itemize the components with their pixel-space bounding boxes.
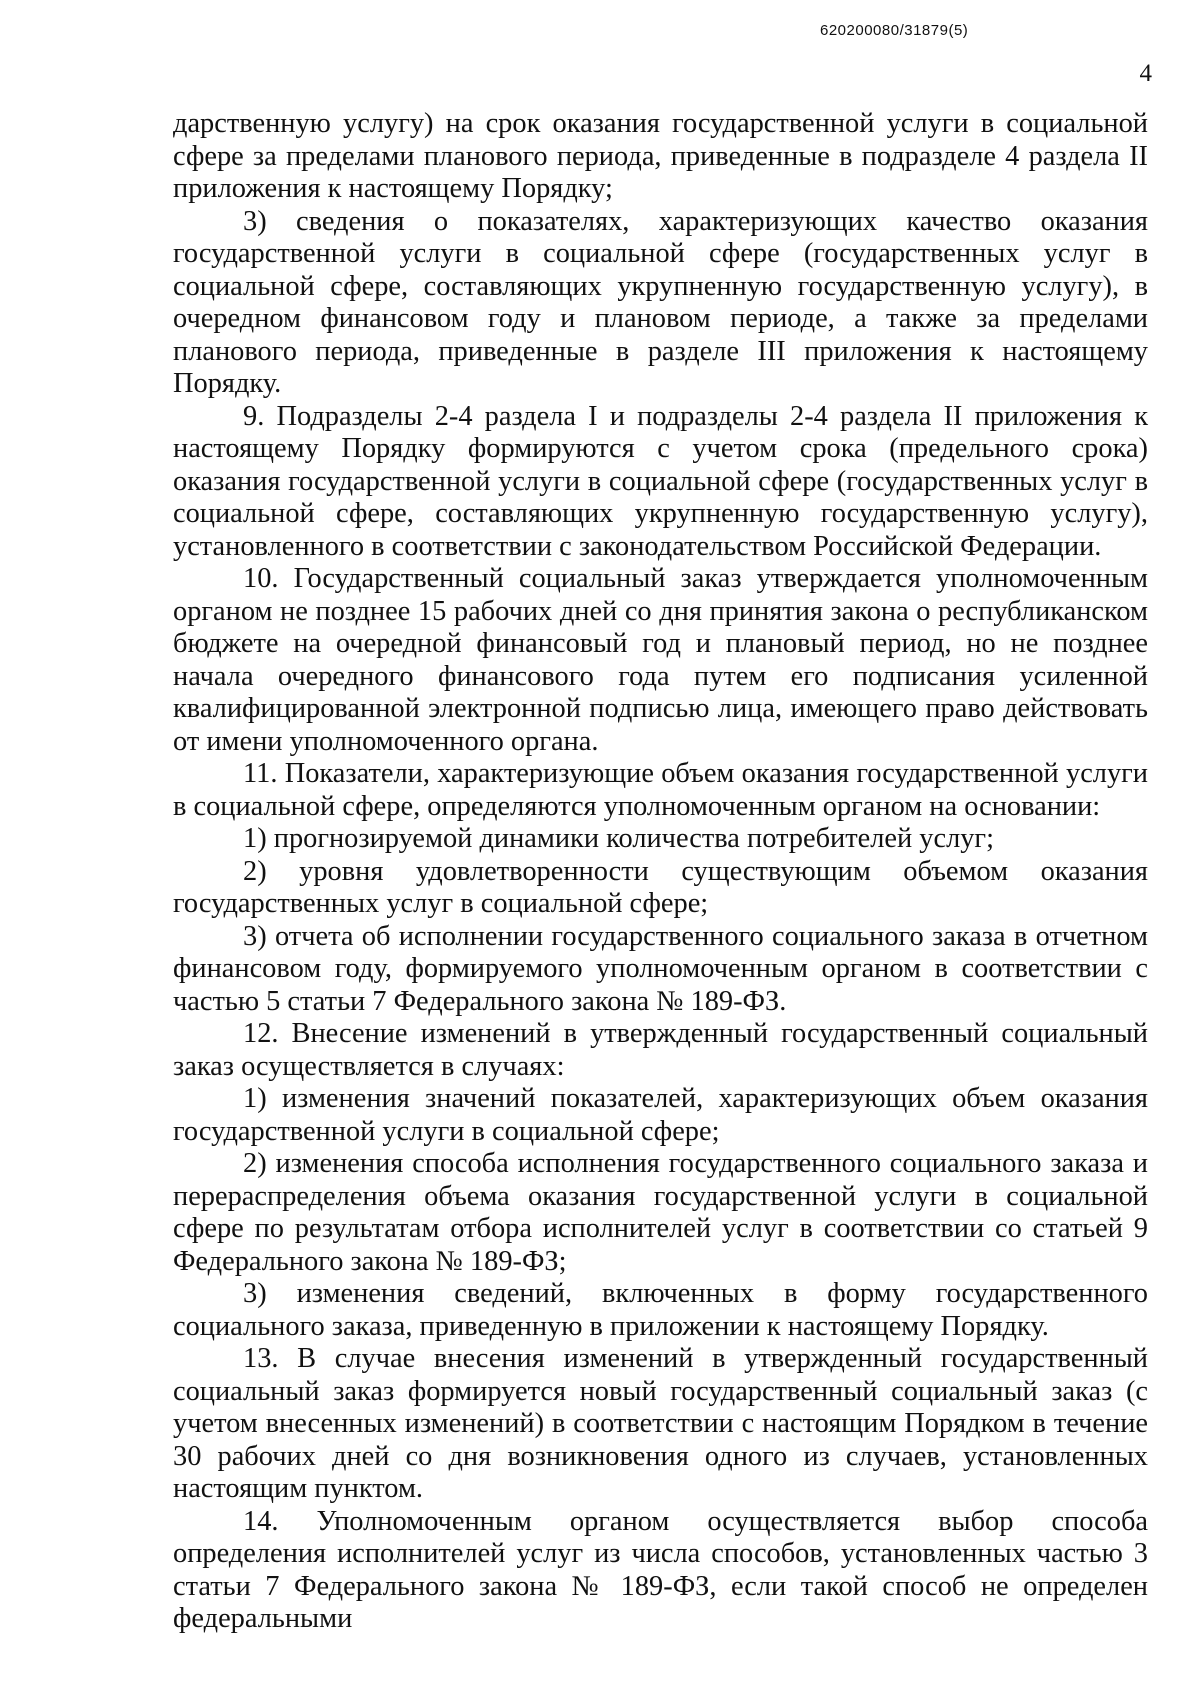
paragraph-item-14: 14. Уполномоченным органом осуществляется выбор способа определения исполнителей услуг из числа способов, установленных частью 3 статьи 7 Федерального закона № 189-ФЗ, если такой способ не определен федеральными (173, 1505, 1148, 1634)
paragraph-continuation: дарственную услугу) на срок оказания государственной услуги в социальной сфере за пределами планового периода, приведенные в подразделе 4 раздела II приложения к настоящему Порядку; (173, 108, 1148, 204)
paragraph-item-13: 13. В случае внесения изменений в утвержденный государственный социальный заказ формируется новый государственный социальный заказ (с учетом внесенных изменений) в соответствии с настоящим Порядком в течение 30 рабочих дней со дня возникновения одного из случаев, установленных настоящим пунктом. (173, 1343, 1148, 1504)
paragraph-item-11-2: 2) уровня удовлетворенности существующим объемом оказания государственных услуг в социальной сфере; (173, 855, 1148, 919)
paragraph-item-12-3: 3) изменения сведений, включенных в форму государственного социального заказа, приведенную в приложении к настоящему Порядку. (173, 1278, 1148, 1342)
document-body (173, 108, 1148, 1636)
paragraph-item-11-3: 3) отчета об исполнении государственного социального заказа в отчетном финансовом году, формируемого уполномоченным органом в соответствии с частью 5 статьи 7 Федерального закона № 189-ФЗ. (173, 920, 1148, 1017)
paragraph-item-12-2: 2) изменения способа исполнения государственного социального заказа и перераспределения объема оказания государственной услуги в социальной сфере по результатам отбора исполнителей услуг в соответствии со статьей 9 Федерального закона № 189-ФЗ; (173, 1148, 1148, 1277)
paragraph-item-12: 12. Внесение изменений в утвержденный государственный социальный заказ осуществляется в случаях: (173, 1018, 1148, 1082)
paragraph-item-9: 9. Подразделы 2-4 раздела I и подразделы 2-4 раздела II приложения к настоящему Порядку формируются с учетом срока (предельного срока) оказания государственной услуги в социальной сфере (государственных услуг в социальной сфере, составляющих укрупненную государственную услугу), установленного в соответствии с законодательством Российской Федерации. (173, 400, 1148, 562)
paragraph-item-11-1: 1) прогнозируемой динамики количества потребителей услуг; (243, 823, 994, 854)
paragraph-item-8-3: 3) сведения о показателях, характеризующих качество оказания государственной услуги в социальной сфере (государственных услуг в социальной сфере, составляющих укрупненную государственную услугу), в очередном финансовом году и плановом периоде, а также за пределами планового периода, приведенные в разделе III приложения к настоящему Порядку. (173, 205, 1148, 399)
paragraph-item-12-1: 1) изменения значений показателей, характеризующих объем оказания государственной услуги в социальной сфере; (173, 1083, 1148, 1147)
paragraph-item-10: 10. Государственный социальный заказ утверждается уполномоченным органом не позднее 15 рабочих дней со дня принятия закона о республиканском бюджете на очередной финансовый год и плановый период, но не позднее начала очередного финансового года путем его подписания усиленной квалифицированной электронной подписью лица, имеющего право действовать от имени уполномоченного органа. (173, 563, 1148, 757)
page-number: 4 (1139, 60, 1152, 87)
document-id: 620200080/31879(5) (820, 22, 969, 39)
paragraph-item-11: 11. Показатели, характеризующие объем оказания государственной услуги в социальной сфере, определяются уполномоченным органом на основании: (173, 758, 1148, 822)
